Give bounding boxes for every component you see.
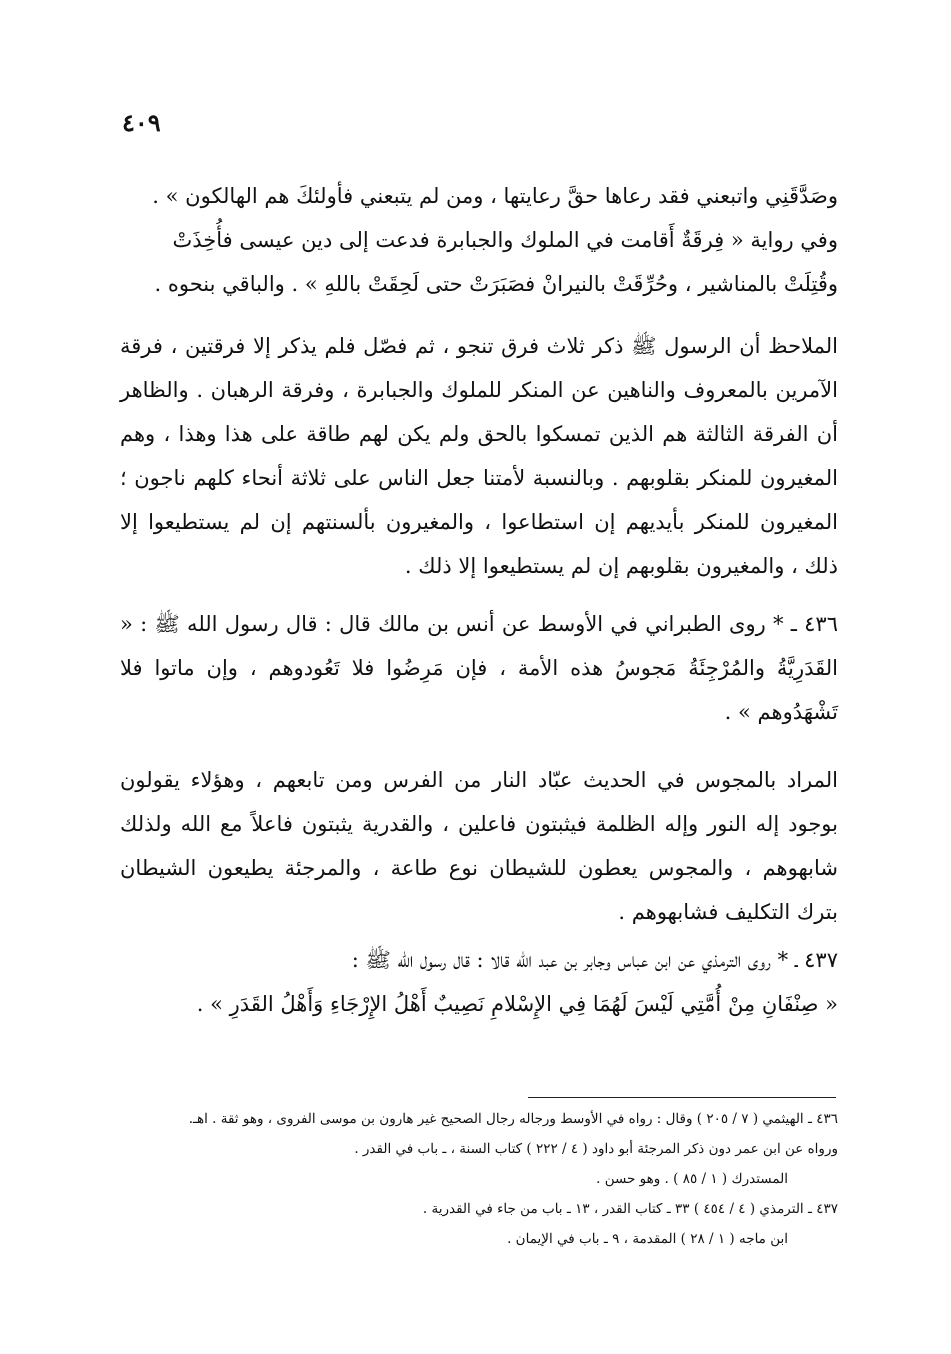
page-number: ٤٠٩: [122, 108, 161, 137]
footnote-divider: [528, 1097, 836, 1098]
hadith-437: [120, 938, 838, 1026]
footnote-line: المستدرك ( ١ / ٨٥ ) . وهو حسن .: [596, 1171, 788, 1187]
hadith-continuation: [120, 174, 838, 306]
text-line: وصَدَّقَنِي واتبعني فقد رعاها حقَّ رعايتها ، ومن لم يتبعني فأولئكَ هم الهالكون » .: [152, 184, 838, 208]
footnote-line: ٤٣٦ ـ الهيثمي ( ٧ / ٢٠٥ ) وقال : رواه في الأوسط ورجاله رجال الصحيح غير هارون بن موسى الفروى ، وهو ثقة . اهـ.: [188, 1111, 838, 1127]
footnote-line: ورواه عن ابن عمر دون ذكر المرجئة أبو داود ( ٤ / ٢٢٢ ) كتاب السنة ، ـ باب في القدر .: [354, 1141, 838, 1157]
hadith-436: ٤٣٦ ـ * روى الطبراني في الأوسط عن أنس بن مالك قال : قال رسول الله ﷺ : « القَدَرِيَّةُ والمُرْجِئَةُ مَجوسُ هذه الأمة ، فإن مَرِضُوا فلا تَعُودوهم ، وإن ماتوا فلا تَشْهَدُوهم » .: [120, 612, 838, 724]
commentary-paragraph: الملاحظ أن الرسول ﷺ ذكر ثلاث فرق تنجو ، ثم فصّل فلم يذكر إلا فرقتين ، فرقة الآمرين بالمعروف والناهين عن المنكر للملوك والجبابرة ، وفرقة الرهبان . والظاهر أن الفرقة الثالثة هم الذين تمسكوا بالحق ولم يكن لهم طاقة على هذا وهذا ، وهم المغيرون للمنكر بقلوبهم . وبالنسبة لأمتنا جعل الناس على ثلاثة أنحاء كلهم ناجون ؛ المغيرون للمنكر بأيديهم إن استطاعوا ، والمغيرون بألسنتهم إن لم يستطيعوا إلا ذلك ، والمغيرون بقلوبهم إن لم يستطيعوا إلا ذلك .: [120, 334, 838, 578]
commentary-paragraph-2: المراد بالمجوس في الحديث عبّاد النار من الفرس ومن تابعهم ، وهؤلاء يقولون بوجود إله النور وإله الظلمة فيثبتون فاعلين ، والقدرية يثبتون فاعلاً مع الله ولذلك شابهوهم ، والمجوس يعطون للشيطان نوع طاعة ، والمرجئة يطيعون الشيطان بترك التكليف فشابهوهم .: [120, 768, 838, 924]
text-line: ٤٣٧ ـ * روى الترمذي عن ابن عباس وجابر بن عبد الله قالا : قال رسول الله ﷺ :: [351, 948, 838, 972]
footnote-line: ابن ماجه ( ١ / ٢٨ ) المقدمة ، ٩ ـ باب في الإيمان .: [507, 1231, 788, 1247]
footnotes: [120, 1104, 838, 1254]
text-line: وقُتِلَتْ بالمناشير ، وحُرِّقَتْ بالنيرانْ فصَبَرَتْ حتى لَحِقَتْ باللهِ » . والباقي بنحوه .: [154, 272, 838, 296]
footnote-line: ٤٣٧ ـ الترمذي ( ٤ / ٤٥٤ ) ٣٣ ـ كتاب القدر ، ١٣ ـ باب من جاء في القدرية .: [422, 1201, 838, 1217]
text-line: « صِنْفَانِ مِنْ أُمَّتِي لَيْسَ لَهُمَا فِي الإِسْلامِ نَصِيبٌ أَهْلُ الإِرْجَاءِ وَأَهْلُ القَدَرِ » .: [196, 992, 838, 1016]
text-line: وفي رواية « فِرقَةٌ أَقامت في الملوك والجبابرة فدعت إلى دين عيسى فأُخِذَتْ: [172, 228, 838, 252]
